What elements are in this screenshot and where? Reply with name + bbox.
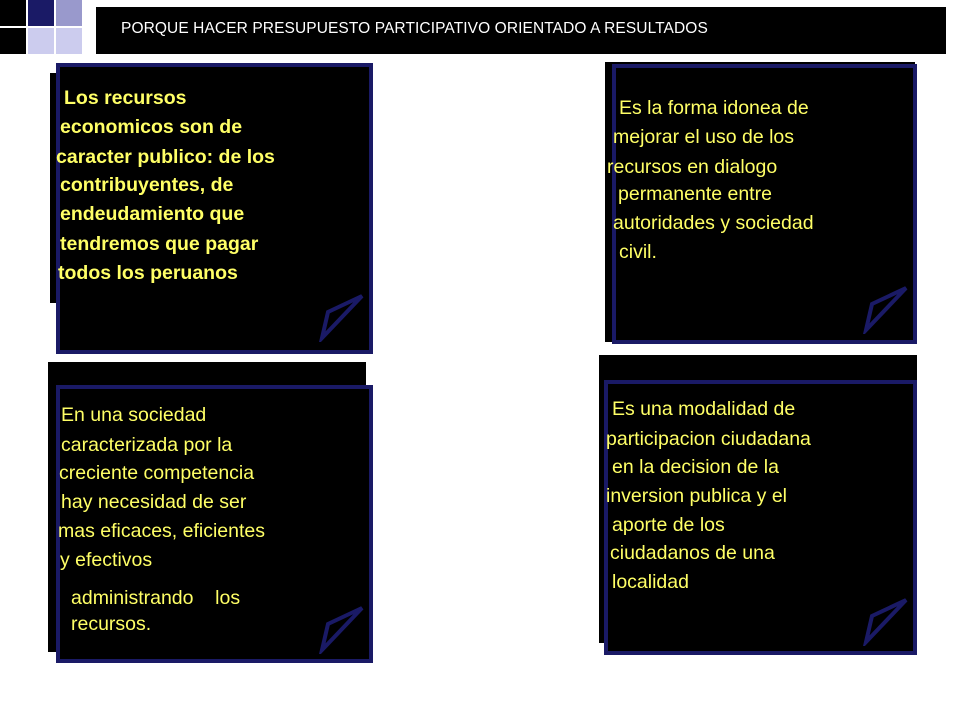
card-2-line: autoridades y sociedad [613, 212, 814, 234]
card-2-line: mejorar el uso de los [613, 126, 795, 148]
corner-square-grey-2 [56, 28, 82, 54]
card-4-line: inversion publica y el [606, 485, 788, 507]
title-bar [96, 7, 946, 54]
card-1-line: contribuyentes, de [60, 174, 234, 196]
card-3-line: creciente competencia [59, 462, 255, 484]
card-3-line: caracterizada por la [61, 434, 233, 456]
card-3-line: recursos. [71, 613, 152, 635]
page-curl-icon [318, 604, 368, 654]
corner-square-light [28, 28, 54, 54]
card-1-line: tendremos que pagar [60, 233, 259, 255]
card-3-line: administrando los [71, 587, 241, 609]
page-curl-icon [862, 596, 912, 646]
card-3-line: mas eficaces, eficientes [58, 520, 266, 542]
card-2-line: recursos en dialogo [607, 156, 778, 178]
page-curl-icon [862, 284, 912, 334]
card-2-line: permanente entre [618, 183, 772, 205]
corner-square-dark [0, 28, 26, 54]
card-4-line: participacion ciudadana [606, 428, 811, 450]
card-1-line: todos los peruanos [58, 262, 238, 284]
card-4-line: localidad [612, 571, 689, 593]
card-4-line: Es una modalidad de [612, 398, 796, 420]
card-1-line: endeudamiento que [60, 203, 245, 225]
card-4-line: ciudadanos de una [610, 542, 775, 564]
card-1-line: economicos son de [60, 116, 243, 138]
card-3-line: y efectivos [60, 549, 153, 571]
card-4-line: aporte de los [612, 514, 725, 536]
corner-square-navy [28, 0, 54, 26]
card-2-line: Es la forma idonea de [619, 97, 809, 119]
card-3-line: En una sociedad [61, 404, 207, 426]
card-4-line: en la decision de la [612, 456, 779, 478]
corner-square-black [0, 0, 26, 26]
card-2-line: civil. [619, 241, 657, 263]
corner-square-grey [56, 0, 82, 26]
card-1-line: caracter publico: de los [56, 146, 275, 168]
page-curl-icon [318, 292, 368, 342]
card-3-line: hay necesidad de ser [61, 491, 247, 513]
card-1-line: Los recursos [64, 87, 187, 109]
page-title: PORQUE HACER PRESUPUESTO PARTICIPATIVO ORIENTADO A RESULTADOS [121, 20, 708, 37]
